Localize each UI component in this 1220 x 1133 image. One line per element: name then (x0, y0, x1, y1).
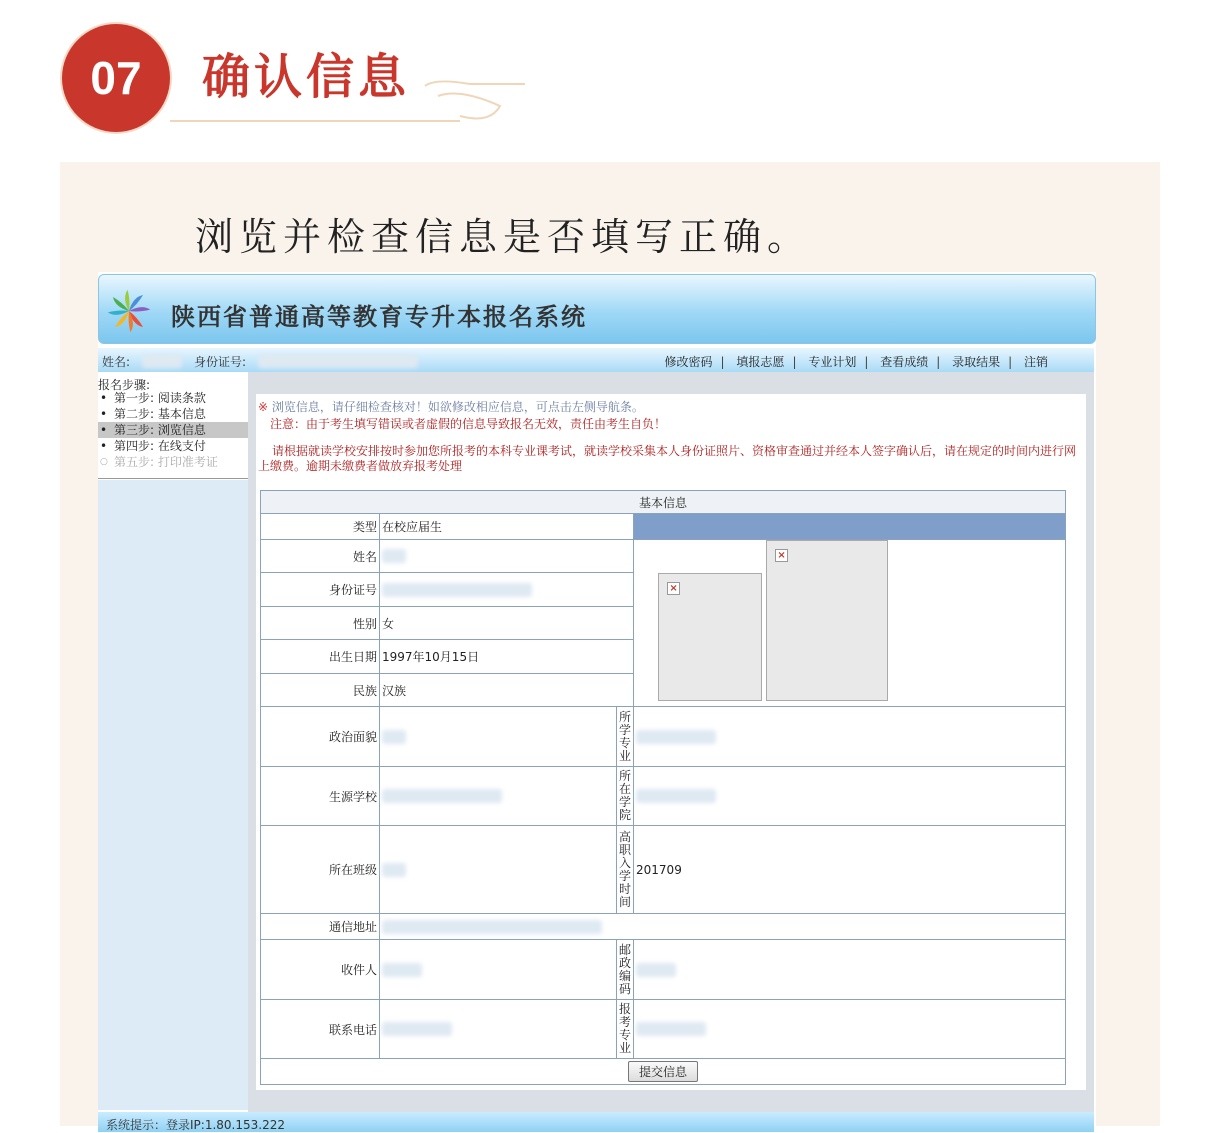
browse-notice-text: 浏览信息，请仔细检查核对！如欲修改相应信息，可点击左侧导航条。 (271, 400, 644, 414)
info-table (260, 490, 1066, 1085)
recipient-value (380, 940, 617, 1000)
step-number-badge (62, 24, 170, 132)
sidebar (98, 372, 248, 1112)
college-value (634, 767, 1066, 826)
type-label: 类型 (261, 514, 380, 540)
name-value-redacted (142, 353, 182, 368)
nav-link-change-password[interactable]: 修改密码 (664, 355, 713, 369)
name-label: 姓名: (102, 355, 131, 369)
birth-label: 出生日期 (261, 640, 380, 674)
system-banner (98, 274, 1096, 344)
photo-header (634, 514, 1066, 540)
class-value (380, 826, 617, 914)
college-label: 所在学院 (617, 767, 634, 826)
portrait-photo (766, 540, 888, 701)
gender-label: 性别 (261, 607, 380, 640)
section-title: 基本信息 (261, 491, 1066, 514)
postcode-value (634, 940, 1066, 1000)
ethnic-label: 民族 (261, 674, 380, 707)
footer-text: 系统提示：登录IP:1.80.153.222 (106, 1118, 285, 1132)
sidebar-divider (98, 478, 248, 479)
nav-link-major-plan[interactable]: 专业计划 (808, 355, 857, 369)
address-value (380, 914, 1066, 940)
enroll-time-label: 高职入学时间 (617, 826, 634, 914)
address-label: 通信地址 (261, 914, 380, 940)
id-field-value (380, 573, 634, 607)
main-content (248, 372, 1094, 1112)
top-navbar (98, 348, 1094, 373)
nav-links: 修改密码 | 填报志愿 | 专业计划 | 查看成绩 | 录取结果 | 注销 (664, 355, 1048, 369)
postcode-label: 邮政编码 (617, 940, 634, 1000)
id-photo (658, 573, 762, 701)
sidebar-step-5-disabled: ○ 第五步: 打印准考证 (98, 454, 248, 470)
sidebar-step-3-current[interactable]: • 第三步: 浏览信息 (98, 422, 248, 438)
warning-notice: 注意：由于考生填写错误或者虚假的信息导致报名无效，责任由考生自负！ (270, 417, 667, 431)
source-school-value (380, 767, 617, 826)
pinwheel-logo-icon (107, 289, 151, 333)
id-value-redacted (258, 353, 418, 368)
political-value (380, 707, 617, 767)
broken-image-icon: × (667, 582, 680, 595)
step-number: 07 (90, 52, 142, 104)
sidebar-step-4[interactable]: • 第四步: 在线支付 (98, 438, 248, 454)
id-label: 身份证号: (194, 355, 247, 369)
phone-value (380, 1000, 617, 1059)
nav-link-logout[interactable]: 注销 (1023, 355, 1048, 369)
notice-mark: ※ (258, 400, 269, 414)
type-value: 在校应届生 (380, 514, 634, 540)
name-field-value (380, 540, 634, 573)
form-container (256, 394, 1086, 1090)
apply-major-value (634, 1000, 1066, 1059)
major-studied-label: 所学专业 (617, 707, 634, 767)
broken-image-icon: × (775, 549, 788, 562)
major-studied-value (634, 707, 1066, 767)
sidebar-background (98, 480, 248, 1110)
submit-info-button[interactable]: 提交信息 (628, 1061, 698, 1082)
enroll-time-value: 201709 (634, 826, 1066, 914)
system-footer (98, 1112, 1094, 1132)
step-list (98, 390, 248, 470)
apply-major-label: 报考专业 (617, 1000, 634, 1059)
browse-notice (258, 398, 644, 415)
photo-cell (634, 540, 1066, 707)
nav-link-view-scores[interactable]: 查看成绩 (880, 355, 929, 369)
birth-value: 1997年10月15日 (380, 640, 634, 674)
recipient-label: 收件人 (261, 940, 380, 1000)
source-school-label: 生源学校 (261, 767, 380, 826)
political-label: 政治面貌 (261, 707, 380, 767)
submit-row (261, 1059, 1066, 1085)
sidebar-step-2[interactable]: • 第二步: 基本信息 (98, 406, 248, 422)
class-label: 所在班级 (261, 826, 380, 914)
step-title: 确认信息 (202, 49, 411, 105)
sidebar-heading: 报名步骤: (98, 378, 151, 392)
system-screenshot (98, 272, 1096, 1132)
instruction-notice: 请根据就读学校安排按时参加您所报考的本科专业课考试，就读学校采集本人身份证照片、资格审查通过并经本人签字确认后，请在规定的时间内进行网上缴费。逾期未缴费者做放弃报考处理 (258, 444, 1077, 473)
name-field-label: 姓名 (261, 540, 380, 573)
phone-label: 联系电话 (261, 1000, 380, 1059)
nav-link-fill-choices[interactable]: 填报志愿 (736, 355, 785, 369)
instruction-subtitle: 浏览并检查信息是否填写正确。 (195, 215, 812, 259)
sidebar-step-1[interactable]: • 第一步: 阅读条款 (98, 390, 248, 406)
decorative-swirl (170, 76, 530, 126)
nav-link-admission-results[interactable]: 录取结果 (952, 355, 1001, 369)
system-title: 陕西省普通高等教育专升本报名系统 (171, 302, 587, 331)
gender-value: 女 (380, 607, 634, 640)
ethnic-value: 汉族 (380, 674, 634, 707)
id-field-label: 身份证号 (261, 573, 380, 607)
